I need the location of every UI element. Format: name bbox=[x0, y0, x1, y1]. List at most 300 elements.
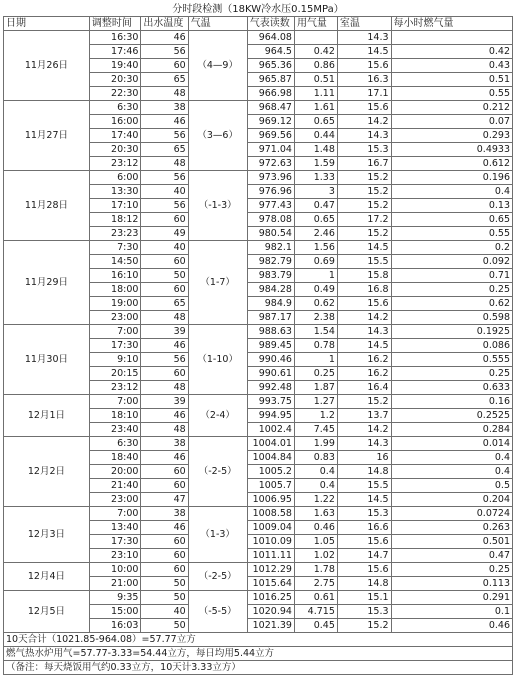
water-temp-cell: 60 bbox=[141, 535, 188, 549]
water-temp-cell: 40 bbox=[141, 241, 188, 255]
weather-cell: （3—6） bbox=[188, 101, 247, 171]
sheet-title: 分时段检测（18KW冷水压0.15MPa） bbox=[4, 3, 513, 17]
time-cell: 23:00 bbox=[89, 311, 141, 325]
hourly-gas-cell: 0.113 bbox=[391, 577, 512, 591]
room-temp-cell: 15.2 bbox=[337, 395, 391, 409]
room-temp-cell: 16.3 bbox=[337, 73, 391, 87]
time-cell: 23:00 bbox=[89, 493, 141, 507]
water-temp-cell: 39 bbox=[141, 325, 188, 339]
water-temp-cell: 50 bbox=[141, 269, 188, 283]
usage-cell: 2.46 bbox=[294, 227, 337, 241]
gas-log-sheet bbox=[3, 3, 513, 675]
meter-cell: 989.45 bbox=[247, 339, 294, 353]
usage-cell: 0.62 bbox=[294, 297, 337, 311]
usage-cell: 1.87 bbox=[294, 381, 337, 395]
meter-cell: 966.98 bbox=[247, 87, 294, 101]
usage-cell: 0.25 bbox=[294, 367, 337, 381]
time-cell: 23:10 bbox=[89, 549, 141, 563]
room-temp-cell: 16.4 bbox=[337, 381, 391, 395]
usage-cell bbox=[294, 31, 337, 45]
room-temp-cell: 15.2 bbox=[337, 199, 391, 213]
weather-cell: （1-3） bbox=[188, 507, 247, 563]
hourly-gas-cell: 0.16 bbox=[391, 395, 512, 409]
time-cell: 6:00 bbox=[89, 171, 141, 185]
time-cell: 17:30 bbox=[89, 339, 141, 353]
room-temp-cell: 14.7 bbox=[337, 549, 391, 563]
room-temp-cell: 15.5 bbox=[337, 479, 391, 493]
time-cell: 16:00 bbox=[89, 115, 141, 129]
room-temp-cell: 16 bbox=[337, 451, 391, 465]
water-temp-cell: 50 bbox=[141, 591, 188, 605]
hourly-gas-cell: 0.284 bbox=[391, 423, 512, 437]
usage-cell: 0.51 bbox=[294, 73, 337, 87]
header-usage: 用气量 bbox=[294, 17, 337, 31]
meter-cell: 965.87 bbox=[247, 73, 294, 87]
hourly-gas-cell: 0.25 bbox=[391, 283, 512, 297]
time-cell: 23:23 bbox=[89, 227, 141, 241]
time-cell: 21:00 bbox=[89, 577, 141, 591]
water-temp-cell: 60 bbox=[141, 465, 188, 479]
usage-cell: 0.42 bbox=[294, 45, 337, 59]
water-temp-cell: 46 bbox=[141, 339, 188, 353]
table-row bbox=[4, 171, 513, 185]
time-cell: 6:30 bbox=[89, 437, 141, 451]
room-temp-cell: 15.3 bbox=[337, 605, 391, 619]
meter-cell: 964.08 bbox=[247, 31, 294, 45]
usage-cell: 1.56 bbox=[294, 241, 337, 255]
usage-cell: 1.27 bbox=[294, 395, 337, 409]
header-time: 调整时间 bbox=[89, 17, 141, 31]
hourly-gas-cell: 0.2 bbox=[391, 241, 512, 255]
usage-cell: 1.61 bbox=[294, 101, 337, 115]
hourly-gas-cell: 0.263 bbox=[391, 521, 512, 535]
water-temp-cell: 56 bbox=[141, 171, 188, 185]
water-temp-cell: 65 bbox=[141, 297, 188, 311]
time-cell: 23:40 bbox=[89, 423, 141, 437]
water-temp-cell: 60 bbox=[141, 479, 188, 493]
meter-cell: 973.96 bbox=[247, 171, 294, 185]
header-date: 日期 bbox=[4, 17, 90, 31]
hourly-gas-cell: 0.46 bbox=[391, 619, 512, 633]
hourly-gas-cell: 0.1 bbox=[391, 605, 512, 619]
hourly-gas-cell: 0.55 bbox=[391, 87, 512, 101]
hourly-gas-cell: 0.014 bbox=[391, 437, 512, 451]
hourly-gas-cell: 0.4 bbox=[391, 185, 512, 199]
hourly-gas-cell: 0.62 bbox=[391, 297, 512, 311]
room-temp-cell: 14.5 bbox=[337, 45, 391, 59]
water-temp-cell: 46 bbox=[141, 521, 188, 535]
hourly-gas-cell: 0.47 bbox=[391, 549, 512, 563]
meter-cell: 969.56 bbox=[247, 129, 294, 143]
time-cell: 14:50 bbox=[89, 255, 141, 269]
date-cell: 12月1日 bbox=[4, 395, 90, 437]
hourly-gas-cell: 0.42 bbox=[391, 45, 512, 59]
meter-cell: 1002.4 bbox=[247, 423, 294, 437]
water-temp-cell: 50 bbox=[141, 619, 188, 633]
usage-cell: 1 bbox=[294, 269, 337, 283]
time-cell: 19:00 bbox=[89, 297, 141, 311]
meter-cell: 980.54 bbox=[247, 227, 294, 241]
water-temp-cell: 38 bbox=[141, 437, 188, 451]
room-temp-cell: 15.6 bbox=[337, 59, 391, 73]
water-temp-cell: 46 bbox=[141, 31, 188, 45]
room-temp-cell: 15.2 bbox=[337, 171, 391, 185]
room-temp-cell: 14.2 bbox=[337, 115, 391, 129]
water-temp-cell: 56 bbox=[141, 353, 188, 367]
usage-cell: 1.63 bbox=[294, 507, 337, 521]
hourly-gas-cell: 0.2525 bbox=[391, 409, 512, 423]
hourly-gas-cell: 0.51 bbox=[391, 73, 512, 87]
usage-cell: 0.83 bbox=[294, 451, 337, 465]
usage-cell: 1.99 bbox=[294, 437, 337, 451]
water-temp-cell: 60 bbox=[141, 367, 188, 381]
room-temp-cell: 14.3 bbox=[337, 31, 391, 45]
usage-cell: 7.45 bbox=[294, 423, 337, 437]
time-cell: 23:12 bbox=[89, 157, 141, 171]
header-room-temp: 室温 bbox=[337, 17, 391, 31]
meter-cell: 968.47 bbox=[247, 101, 294, 115]
time-cell: 22:30 bbox=[89, 87, 141, 101]
room-temp-cell: 15.6 bbox=[337, 535, 391, 549]
header-meter: 气表读数 bbox=[247, 17, 294, 31]
water-temp-cell: 56 bbox=[141, 199, 188, 213]
hourly-gas-cell: 0.0724 bbox=[391, 507, 512, 521]
time-cell: 17:40 bbox=[89, 129, 141, 143]
usage-cell: 2.75 bbox=[294, 577, 337, 591]
time-cell: 7:00 bbox=[89, 507, 141, 521]
time-cell: 6:30 bbox=[89, 101, 141, 115]
water-temp-cell: 60 bbox=[141, 255, 188, 269]
room-temp-cell: 15.2 bbox=[337, 185, 391, 199]
meter-cell: 1011.11 bbox=[247, 549, 294, 563]
usage-cell: 1.48 bbox=[294, 143, 337, 157]
usage-cell: 0.49 bbox=[294, 283, 337, 297]
date-cell: 12月5日 bbox=[4, 591, 90, 633]
hourly-gas-cell: 0.612 bbox=[391, 157, 512, 171]
meter-cell: 990.61 bbox=[247, 367, 294, 381]
usage-cell: 0.65 bbox=[294, 115, 337, 129]
usage-cell: 0.47 bbox=[294, 199, 337, 213]
hourly-gas-cell: 0.25 bbox=[391, 367, 512, 381]
usage-cell: 4.715 bbox=[294, 605, 337, 619]
meter-cell: 1005.7 bbox=[247, 479, 294, 493]
meter-cell: 1021.39 bbox=[247, 619, 294, 633]
time-cell: 18:40 bbox=[89, 451, 141, 465]
water-temp-cell: 40 bbox=[141, 605, 188, 619]
meter-cell: 984.9 bbox=[247, 297, 294, 311]
room-temp-cell: 14.8 bbox=[337, 465, 391, 479]
meter-cell: 1005.2 bbox=[247, 465, 294, 479]
usage-cell: 1.54 bbox=[294, 325, 337, 339]
header-weather: 气温 bbox=[188, 17, 247, 31]
room-temp-cell: 16.6 bbox=[337, 521, 391, 535]
room-temp-cell: 14.2 bbox=[337, 423, 391, 437]
hourly-gas-cell: 0.633 bbox=[391, 381, 512, 395]
weather-cell: （-2-5） bbox=[188, 437, 247, 507]
time-cell: 16:03 bbox=[89, 619, 141, 633]
meter-cell: 1006.95 bbox=[247, 493, 294, 507]
hourly-gas-cell: 0.25 bbox=[391, 563, 512, 577]
room-temp-cell: 14.8 bbox=[337, 577, 391, 591]
meter-cell: 1016.25 bbox=[247, 591, 294, 605]
hourly-gas-cell: 0.598 bbox=[391, 311, 512, 325]
time-cell: 13:30 bbox=[89, 185, 141, 199]
weather-cell: （-1-3） bbox=[188, 171, 247, 241]
meter-cell: 1008.58 bbox=[247, 507, 294, 521]
meter-cell: 987.17 bbox=[247, 311, 294, 325]
meter-cell: 990.46 bbox=[247, 353, 294, 367]
water-temp-cell: 48 bbox=[141, 311, 188, 325]
meter-cell: 993.75 bbox=[247, 395, 294, 409]
usage-cell: 0.45 bbox=[294, 619, 337, 633]
hourly-gas-cell: 0.07 bbox=[391, 115, 512, 129]
hourly-gas-cell bbox=[391, 31, 512, 45]
usage-cell: 0.44 bbox=[294, 129, 337, 143]
date-cell: 12月2日 bbox=[4, 437, 90, 507]
meter-cell: 988.63 bbox=[247, 325, 294, 339]
meter-cell: 978.08 bbox=[247, 213, 294, 227]
time-cell: 18:00 bbox=[89, 283, 141, 297]
meter-cell: 982.1 bbox=[247, 241, 294, 255]
time-cell: 13:40 bbox=[89, 521, 141, 535]
water-temp-cell: 65 bbox=[141, 143, 188, 157]
water-temp-cell: 60 bbox=[141, 59, 188, 73]
date-cell: 12月4日 bbox=[4, 563, 90, 591]
footer-note: （备注：每天烧饭用气约0.33立方，10天计3.33立方） bbox=[4, 661, 513, 675]
usage-cell: 1.33 bbox=[294, 171, 337, 185]
table-row bbox=[4, 437, 513, 451]
hourly-gas-cell: 0.4 bbox=[391, 465, 512, 479]
room-temp-cell: 15.3 bbox=[337, 143, 391, 157]
time-cell: 16:10 bbox=[89, 269, 141, 283]
table-row bbox=[4, 563, 513, 577]
weather-cell: （4—9） bbox=[188, 31, 247, 101]
time-cell: 15:00 bbox=[89, 605, 141, 619]
room-temp-cell: 15.3 bbox=[337, 507, 391, 521]
time-cell: 18:10 bbox=[89, 409, 141, 423]
usage-cell: 1.2 bbox=[294, 409, 337, 423]
usage-cell: 1.02 bbox=[294, 549, 337, 563]
hourly-gas-cell: 0.212 bbox=[391, 101, 512, 115]
hourly-gas-cell: 0.204 bbox=[391, 493, 512, 507]
hourly-gas-cell: 0.1925 bbox=[391, 325, 512, 339]
water-temp-cell: 56 bbox=[141, 129, 188, 143]
hourly-gas-cell: 0.4933 bbox=[391, 143, 512, 157]
meter-cell: 972.63 bbox=[247, 157, 294, 171]
meter-cell: 977.43 bbox=[247, 199, 294, 213]
meter-cell: 1004.01 bbox=[247, 437, 294, 451]
meter-cell: 1020.94 bbox=[247, 605, 294, 619]
date-cell: 11月26日 bbox=[4, 31, 90, 101]
usage-cell: 3 bbox=[294, 185, 337, 199]
room-temp-cell: 14.3 bbox=[337, 437, 391, 451]
room-temp-cell: 17.1 bbox=[337, 87, 391, 101]
time-cell: 9:35 bbox=[89, 591, 141, 605]
time-cell: 23:12 bbox=[89, 381, 141, 395]
water-temp-cell: 48 bbox=[141, 157, 188, 171]
meter-cell: 971.04 bbox=[247, 143, 294, 157]
room-temp-cell: 15.5 bbox=[337, 255, 391, 269]
water-temp-cell: 60 bbox=[141, 283, 188, 297]
usage-cell: 0.46 bbox=[294, 521, 337, 535]
table-row bbox=[4, 325, 513, 339]
room-temp-cell: 16.8 bbox=[337, 283, 391, 297]
hourly-gas-cell: 0.13 bbox=[391, 199, 512, 213]
room-temp-cell: 15.2 bbox=[337, 227, 391, 241]
usage-cell: 1.59 bbox=[294, 157, 337, 171]
meter-cell: 1015.64 bbox=[247, 577, 294, 591]
usage-cell: 1.05 bbox=[294, 535, 337, 549]
room-temp-cell: 16.7 bbox=[337, 157, 391, 171]
room-temp-cell: 16.2 bbox=[337, 367, 391, 381]
hourly-gas-cell: 0.555 bbox=[391, 353, 512, 367]
water-temp-cell: 60 bbox=[141, 563, 188, 577]
time-cell: 20:30 bbox=[89, 73, 141, 87]
meter-cell: 1010.09 bbox=[247, 535, 294, 549]
meter-cell: 994.95 bbox=[247, 409, 294, 423]
water-temp-cell: 65 bbox=[141, 73, 188, 87]
meter-cell: 1004.84 bbox=[247, 451, 294, 465]
water-temp-cell: 38 bbox=[141, 507, 188, 521]
date-cell: 11月29日 bbox=[4, 241, 90, 325]
time-cell: 16:30 bbox=[89, 31, 141, 45]
header-water-temp: 出水温度 bbox=[141, 17, 188, 31]
footer-total: 10天合计（1021.85-964.08）=57.77立方 bbox=[4, 633, 513, 647]
hourly-gas-cell: 0.43 bbox=[391, 59, 512, 73]
time-cell: 9:10 bbox=[89, 353, 141, 367]
hourly-gas-cell: 0.71 bbox=[391, 269, 512, 283]
table-row bbox=[4, 101, 513, 115]
table-row bbox=[4, 241, 513, 255]
meter-cell: 1009.04 bbox=[247, 521, 294, 535]
hourly-gas-cell: 0.65 bbox=[391, 213, 512, 227]
usage-cell: 0.61 bbox=[294, 591, 337, 605]
usage-cell: 0.86 bbox=[294, 59, 337, 73]
water-temp-cell: 38 bbox=[141, 101, 188, 115]
water-temp-cell: 39 bbox=[141, 395, 188, 409]
room-temp-cell: 14.2 bbox=[337, 311, 391, 325]
usage-cell: 0.65 bbox=[294, 213, 337, 227]
time-cell: 20:30 bbox=[89, 143, 141, 157]
weather-cell: （-5-5） bbox=[188, 591, 247, 633]
room-temp-cell: 14.5 bbox=[337, 493, 391, 507]
room-temp-cell: 14.3 bbox=[337, 325, 391, 339]
usage-cell: 1 bbox=[294, 353, 337, 367]
room-temp-cell: 13.7 bbox=[337, 409, 391, 423]
footer-boiler-usage: 燃气热水炉用气=57.77-3.33=54.44立方，每日均用5.44立方 bbox=[4, 647, 513, 661]
room-temp-cell: 16.2 bbox=[337, 353, 391, 367]
time-cell: 19:40 bbox=[89, 59, 141, 73]
header-row bbox=[4, 17, 513, 31]
usage-cell: 1.78 bbox=[294, 563, 337, 577]
meter-cell: 1012.29 bbox=[247, 563, 294, 577]
usage-cell: 0.69 bbox=[294, 255, 337, 269]
meter-cell: 964.5 bbox=[247, 45, 294, 59]
water-temp-cell: 47 bbox=[141, 493, 188, 507]
water-temp-cell: 40 bbox=[141, 185, 188, 199]
time-cell: 20:00 bbox=[89, 465, 141, 479]
water-temp-cell: 48 bbox=[141, 423, 188, 437]
weather-cell: （1-7） bbox=[188, 241, 247, 325]
meter-cell: 983.79 bbox=[247, 269, 294, 283]
date-cell: 11月28日 bbox=[4, 171, 90, 241]
meter-cell: 984.28 bbox=[247, 283, 294, 297]
time-cell: 7:00 bbox=[89, 395, 141, 409]
water-temp-cell: 60 bbox=[141, 549, 188, 563]
room-temp-cell: 15.6 bbox=[337, 101, 391, 115]
water-temp-cell: 60 bbox=[141, 213, 188, 227]
time-cell: 17:30 bbox=[89, 535, 141, 549]
room-temp-cell: 14.5 bbox=[337, 241, 391, 255]
usage-cell: 2.38 bbox=[294, 311, 337, 325]
hourly-gas-cell: 0.086 bbox=[391, 339, 512, 353]
room-temp-cell: 15.1 bbox=[337, 591, 391, 605]
meter-cell: 976.96 bbox=[247, 185, 294, 199]
hourly-gas-cell: 0.4 bbox=[391, 451, 512, 465]
time-cell: 18:12 bbox=[89, 213, 141, 227]
room-temp-cell: 14.5 bbox=[337, 339, 391, 353]
meter-cell: 992.48 bbox=[247, 381, 294, 395]
usage-cell: 0.4 bbox=[294, 479, 337, 493]
date-cell: 11月27日 bbox=[4, 101, 90, 171]
meter-cell: 982.79 bbox=[247, 255, 294, 269]
water-temp-cell: 48 bbox=[141, 87, 188, 101]
gas-log-table bbox=[3, 3, 513, 675]
water-temp-cell: 46 bbox=[141, 451, 188, 465]
time-cell: 17:46 bbox=[89, 45, 141, 59]
room-temp-cell: 17.2 bbox=[337, 213, 391, 227]
room-temp-cell: 15.2 bbox=[337, 619, 391, 633]
water-temp-cell: 56 bbox=[141, 45, 188, 59]
water-temp-cell: 49 bbox=[141, 227, 188, 241]
meter-cell: 969.12 bbox=[247, 115, 294, 129]
water-temp-cell: 46 bbox=[141, 409, 188, 423]
water-temp-cell: 48 bbox=[141, 381, 188, 395]
table-row bbox=[4, 395, 513, 409]
water-temp-cell: 50 bbox=[141, 577, 188, 591]
hourly-gas-cell: 0.291 bbox=[391, 591, 512, 605]
room-temp-cell: 15.8 bbox=[337, 269, 391, 283]
weather-cell: （-2-5） bbox=[188, 563, 247, 591]
time-cell: 21:40 bbox=[89, 479, 141, 493]
usage-cell: 1.11 bbox=[294, 87, 337, 101]
usage-cell: 0.4 bbox=[294, 465, 337, 479]
hourly-gas-cell: 0.196 bbox=[391, 171, 512, 185]
time-cell: 7:30 bbox=[89, 241, 141, 255]
time-cell: 7:00 bbox=[89, 325, 141, 339]
hourly-gas-cell: 0.5 bbox=[391, 479, 512, 493]
date-cell: 11月30日 bbox=[4, 325, 90, 395]
date-cell: 12月3日 bbox=[4, 507, 90, 563]
time-cell: 10:00 bbox=[89, 563, 141, 577]
table-row bbox=[4, 591, 513, 605]
weather-cell: （1-10） bbox=[188, 325, 247, 395]
header-hourly-gas: 每小时燃气量 bbox=[391, 17, 512, 31]
meter-cell: 965.36 bbox=[247, 59, 294, 73]
room-temp-cell: 15.6 bbox=[337, 563, 391, 577]
hourly-gas-cell: 0.293 bbox=[391, 129, 512, 143]
table-row bbox=[4, 31, 513, 45]
room-temp-cell: 15.6 bbox=[337, 297, 391, 311]
table-row bbox=[4, 507, 513, 521]
usage-cell: 0.78 bbox=[294, 339, 337, 353]
weather-cell: （2-4） bbox=[188, 395, 247, 437]
room-temp-cell: 14.3 bbox=[337, 129, 391, 143]
time-cell: 17:10 bbox=[89, 199, 141, 213]
hourly-gas-cell: 0.092 bbox=[391, 255, 512, 269]
usage-cell: 1.22 bbox=[294, 493, 337, 507]
time-cell: 20:15 bbox=[89, 367, 141, 381]
